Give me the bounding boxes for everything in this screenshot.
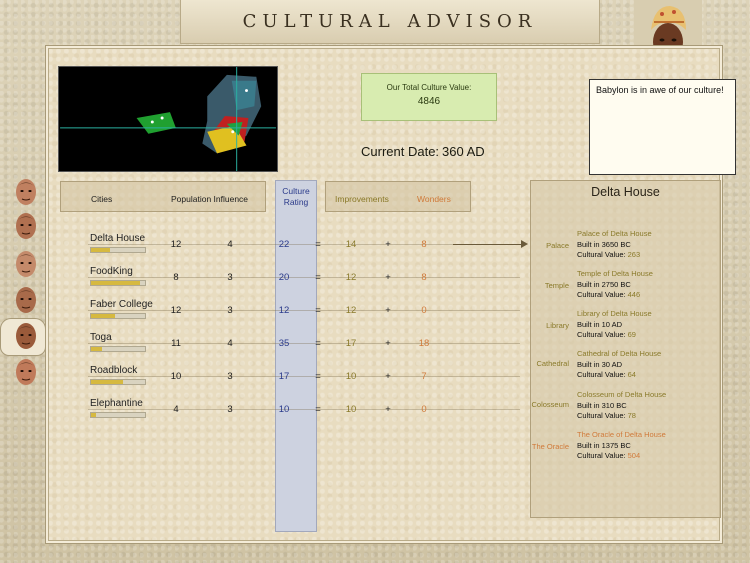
military-advisor-icon[interactable] — [14, 250, 38, 280]
city-culture-progress-bar — [90, 412, 146, 418]
city-wonders-culture: 8 — [421, 272, 427, 283]
building-type-label: The Oracle — [531, 442, 569, 451]
wonders-header: Wonders — [417, 194, 451, 204]
built-prefix: Built in — [577, 441, 600, 450]
city-culture-progress-fill — [91, 248, 110, 252]
domestic-advisor-icon[interactable] — [14, 178, 38, 208]
city-improvements-culture: 17 — [345, 338, 357, 349]
city-wonders-culture: 0 — [421, 404, 427, 415]
city-improvements-culture: 10 — [345, 404, 357, 415]
building-name: Cathedral of Delta House — [577, 349, 662, 358]
city-row-divider — [88, 409, 520, 410]
equals-sign: = — [315, 239, 321, 250]
cultural-value-label: Cultural Value: — [577, 411, 626, 420]
cultural-value-number: 69 — [627, 330, 636, 339]
city-improvements-culture: 10 — [345, 371, 357, 382]
city-row-divider — [88, 277, 520, 278]
plus-sign: + — [385, 371, 391, 382]
city-culture-progress-bar — [90, 280, 146, 286]
built-date: 1375 BC — [601, 441, 631, 450]
city-influence: 3 — [227, 404, 233, 415]
city-name[interactable]: Roadblock — [90, 365, 138, 376]
built-date: 3650 BC — [601, 240, 631, 249]
city-influence: 3 — [227, 305, 233, 316]
cultural-value-number: 263 — [627, 250, 641, 259]
city-improvements-culture: 14 — [345, 239, 357, 250]
city-influence: 4 — [227, 239, 233, 250]
world-minimap[interactable] — [58, 66, 278, 172]
culture-rating-header — [275, 186, 317, 208]
building-type-label: Library — [546, 321, 569, 330]
city-population: 11 — [171, 338, 181, 349]
city-culture-progress-fill — [91, 347, 102, 351]
current-date-label: Current Date: — [361, 144, 440, 159]
building-cultural-value — [577, 330, 636, 339]
plus-sign: + — [385, 239, 391, 250]
building-cultural-value — [577, 451, 640, 460]
cultural-value-number: 446 — [627, 290, 641, 299]
building-name: The Oracle of Delta House — [577, 430, 666, 439]
building-built-date — [577, 360, 622, 369]
plus-sign: + — [385, 272, 391, 283]
city-name[interactable]: Delta House — [90, 233, 146, 244]
building-type-label: Colosseum — [531, 400, 569, 409]
city-culture-rating: 35 — [278, 338, 290, 349]
equals-sign: = — [315, 404, 321, 415]
cultural-value-number: 504 — [627, 451, 641, 460]
city-culture-rating: 17 — [278, 371, 290, 382]
city-name[interactable]: Toga — [90, 332, 112, 343]
total-culture-box — [361, 73, 497, 121]
building-built-date — [577, 441, 631, 450]
city-population: 10 — [170, 371, 182, 382]
building-type-label: Temple — [544, 281, 569, 290]
built-prefix: Built in — [577, 320, 600, 329]
equals-sign: = — [315, 305, 321, 316]
city-population: 8 — [173, 272, 179, 283]
city-population: 12 — [170, 239, 182, 250]
trade-advisor-icon[interactable] — [14, 212, 38, 242]
building-cultural-value — [577, 411, 636, 420]
improvements-header: Improvements — [335, 194, 389, 204]
city-wonders-culture: 7 — [421, 371, 427, 382]
cultural-value-label: Cultural Value: — [577, 330, 626, 339]
current-date-value: 360 AD — [442, 144, 485, 159]
plus-sign: + — [385, 305, 391, 316]
total-culture-value: 4846 — [417, 96, 441, 107]
equals-sign: = — [315, 272, 321, 283]
cities-header: Cities — [91, 194, 113, 204]
city-row-divider — [88, 310, 520, 311]
built-prefix: Built in — [577, 360, 600, 369]
city-culture-rating: 12 — [278, 305, 290, 316]
city-improvements-culture: 12 — [345, 305, 357, 316]
city-influence: 3 — [227, 272, 233, 283]
city-name[interactable]: FoodKing — [90, 266, 133, 277]
city-detail-title: Delta House — [591, 185, 660, 199]
city-influence: 4 — [227, 338, 233, 349]
building-type-label: Palace — [546, 241, 569, 250]
city-wonders-culture: 8 — [421, 239, 427, 250]
city-culture-progress-fill — [91, 281, 140, 285]
equals-sign: = — [315, 371, 321, 382]
built-date: 2750 BC — [601, 280, 631, 289]
city-culture-progress-fill — [91, 380, 123, 384]
cultural-value-number: 64 — [627, 370, 636, 379]
culture-rating-header-line1: Culture — [282, 186, 310, 196]
city-name[interactable]: Elephantine — [90, 398, 143, 409]
equals-sign: = — [315, 338, 321, 349]
city-culture-progress-bar — [90, 379, 146, 385]
city-influence: 3 — [227, 371, 233, 382]
city-culture-progress-bar — [90, 346, 146, 352]
total-culture-label: Our Total Culture Value: — [386, 83, 472, 92]
advisor-message: Babylon is in awe of our culture! — [596, 85, 724, 95]
building-cultural-value — [577, 370, 636, 379]
city-population: 12 — [170, 305, 182, 316]
built-prefix: Built in — [577, 280, 600, 289]
advisor-message-box — [589, 79, 736, 175]
cultural-value-label: Cultural Value: — [577, 250, 626, 259]
city-row-divider — [88, 376, 520, 377]
city-culture-progress-fill — [91, 314, 115, 318]
city-culture-rating: 10 — [278, 404, 290, 415]
selected-city-arrow — [453, 244, 525, 245]
city-culture-rating: 20 — [278, 272, 290, 283]
building-built-date — [577, 401, 627, 410]
city-wonders-culture: 18 — [418, 338, 430, 349]
city-row-divider — [88, 343, 520, 344]
cultural-value-label: Cultural Value: — [577, 451, 626, 460]
building-name: Library of Delta House — [577, 309, 652, 318]
cultural-value-number: 78 — [627, 411, 636, 420]
building-name: Palace of Delta House — [577, 229, 652, 238]
city-name[interactable]: Faber College — [90, 299, 153, 310]
building-built-date — [577, 320, 622, 329]
built-date: 10 AD — [601, 320, 623, 329]
city-culture-progress-fill — [91, 413, 96, 417]
building-built-date — [577, 240, 631, 249]
city-culture-progress-bar — [90, 247, 146, 253]
city-culture-rating: 22 — [278, 239, 290, 250]
city-culture-progress-bar — [90, 313, 146, 319]
cultural-advisor-icon[interactable] — [14, 322, 38, 352]
culture-rating-header-line2: Rating — [283, 197, 309, 207]
title-bar — [180, 0, 600, 44]
culture-rating-column — [275, 180, 317, 532]
plus-sign: + — [385, 404, 391, 415]
screen-title: CULTURAL ADVISOR — [242, 11, 538, 32]
foreign-advisor-icon[interactable] — [14, 286, 38, 316]
city-wonders-culture: 0 — [421, 305, 427, 316]
current-date — [361, 144, 488, 159]
built-prefix: Built in — [577, 401, 600, 410]
building-cultural-value — [577, 290, 640, 299]
building-name: Temple of Delta House — [577, 269, 653, 278]
city-improvements-culture: 12 — [345, 272, 357, 283]
built-date: 30 AD — [601, 360, 623, 369]
built-date: 310 BC — [601, 401, 627, 410]
building-cultural-value — [577, 250, 640, 259]
population-influence-header: Population Influence — [171, 194, 249, 204]
building-type-label: Cathedral — [536, 359, 569, 368]
cultural-value-label: Cultural Value: — [577, 290, 626, 299]
city-population: 4 — [173, 404, 179, 415]
science-advisor-icon[interactable] — [14, 358, 38, 388]
plus-sign: + — [385, 338, 391, 349]
building-built-date — [577, 280, 631, 289]
building-name: Colosseum of Delta House — [577, 390, 667, 399]
cultural-value-label: Cultural Value: — [577, 370, 626, 379]
built-prefix: Built in — [577, 240, 600, 249]
